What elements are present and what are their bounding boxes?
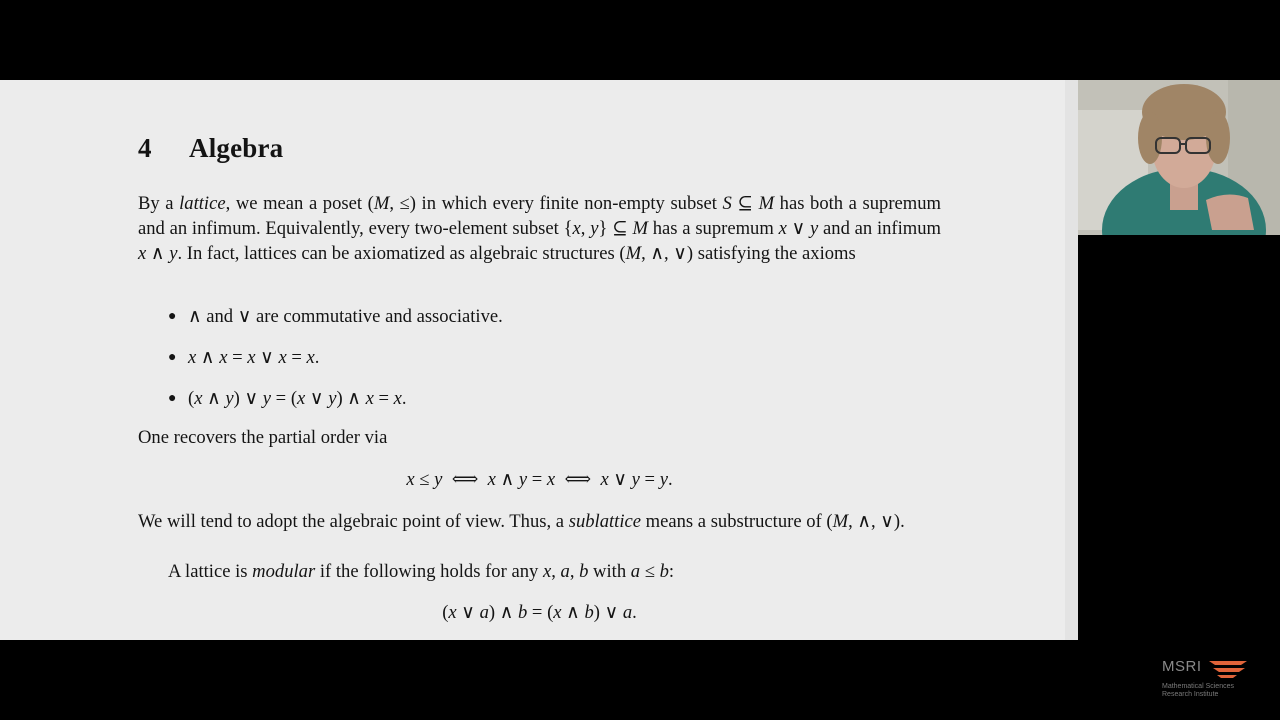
order-equation: x ≤ y ⟺ x ∧ y = x ⟺ x ∨ y = y.: [406, 469, 673, 490]
axiom-item: [138, 386, 941, 427]
logo-subtitle-line: Research Institute: [1162, 691, 1219, 698]
axiom-item: [138, 345, 941, 386]
section-number: 4: [138, 133, 152, 163]
axiom-item: [138, 304, 941, 345]
recover-paragraph: One recovers the partial order via: [138, 427, 388, 448]
sublattice-paragraph: We will tend to adopt the algebraic point of view. Thus, a sublattice means a substructure of (M, ∧, ∨).: [138, 511, 905, 532]
bullet-dot: ●: [168, 391, 177, 406]
axiom-text: ∧ and ∨ are commutative and associative.: [188, 306, 503, 327]
slide-page: [0, 80, 1078, 640]
logo-subtitle-line: Mathematical Sciences: [1162, 683, 1234, 690]
msri-logo: [1162, 656, 1262, 702]
section-title: Algebra: [189, 133, 284, 163]
modular-equation: (x ∨ a) ∧ b = (x ∧ b) ∨ a.: [442, 602, 637, 623]
bullet-dot: ●: [168, 350, 177, 365]
axiom-list: [138, 304, 941, 427]
page-edge: [1065, 80, 1078, 640]
bullet-dot: ●: [168, 309, 177, 324]
presenter-video: [1078, 80, 1280, 235]
intro-paragraph: By a lattice, we mean a poset (M, ≤) in which every finite non-empty subset S ⊆ M has both a supremum and an infimum. Equivalently, every two-element subset {x, y} ⊆ M has a supremum x ∨ y and an infimum x ∧ y. In fact, lattices can be axiomatized as algebraic structures (M, ∧, ∨) satisfying the axioms: [138, 193, 941, 264]
webcam-feed: [1078, 80, 1280, 235]
axiom-text: (x ∧ y) ∨ y = (x ∨ y) ∧ x = x.: [188, 388, 407, 409]
axiom-text: x ∧ x = x ∨ x = x.: [188, 347, 320, 368]
logo-text: MSRI: [1162, 658, 1202, 675]
section-heading: [138, 133, 284, 163]
logo-mark-icon: [1207, 658, 1251, 678]
modular-paragraph: A lattice is modular if the following holds for any x, a, b with a ≤ b:: [168, 561, 675, 582]
